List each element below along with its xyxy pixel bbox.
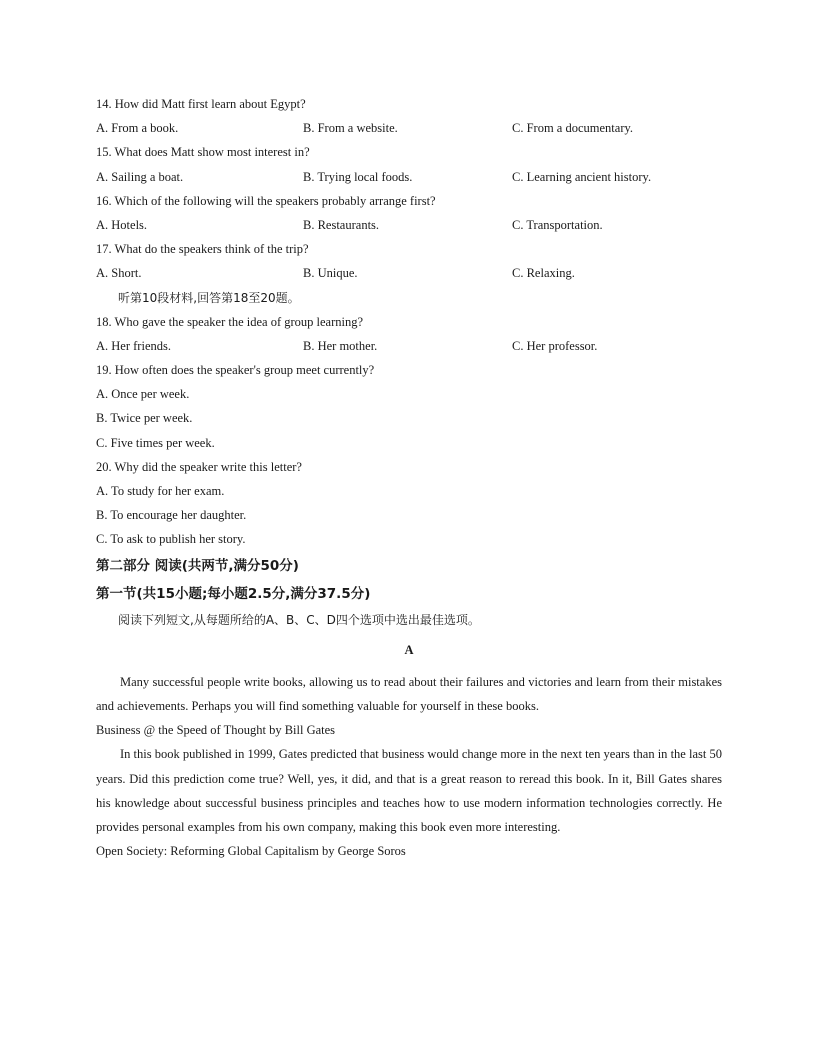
- question-16: [96, 189, 722, 237]
- listening-instruction: 听第10段材料,回答第18至20题。: [118, 290, 300, 305]
- option-a: A. Her friends.: [96, 338, 171, 353]
- exam-page: [96, 92, 722, 863]
- answer-options: [96, 116, 722, 140]
- question-19: [96, 358, 722, 455]
- option-c: C. Her professor.: [512, 338, 598, 353]
- question-14: [96, 92, 722, 140]
- question-text: 18. Who gave the speaker the idea of group learning?: [96, 314, 364, 329]
- intro-paragraph: Many successful people write books, allowing us to read about their failures and victories and learn from their mistakes and achievements. Perhaps you will find something valuable for yourself in these books.: [96, 674, 722, 713]
- gates-paragraph: In this book published in 1999, Gates predicted that business would change more in the next ten years than in the last 50 years. Did this prediction come true? Well, yes, it did, and that is a great reason to reread this book. In it, Bill Gates shares his knowledge about successful business principles and teaches how to use modern information technologies correctly. He provides personal examples from his own company, making this book even more interesting.: [96, 747, 722, 834]
- passage-label: A: [404, 642, 414, 657]
- option-b: B. Unique.: [303, 266, 358, 281]
- reading-instruction: 阅读下列短文,从每题所给的A、B、C、D四个选项中选出最佳选项。: [118, 612, 480, 627]
- option-c: C. Relaxing.: [512, 266, 575, 281]
- question-text: 14. How did Matt first learn about Egypt?: [96, 97, 306, 111]
- section-one-heading: 第一节(共15小题;每小题2.5分,满分37.5分): [96, 585, 371, 602]
- option-b: B. From a website.: [303, 121, 398, 136]
- question-18: [96, 310, 722, 358]
- question-15: [96, 140, 722, 188]
- question-text: 20. Why did the speaker write this letter?: [96, 459, 302, 474]
- answer-options: [96, 165, 722, 189]
- option-a: A. From a book.: [96, 121, 179, 136]
- question-20: [96, 455, 722, 552]
- option-b: B. Twice per week.: [96, 411, 193, 426]
- question-text: 15. What does Matt show most interest in?: [96, 145, 310, 160]
- option-a: A. To study for her exam.: [96, 484, 225, 498]
- answer-options: [96, 334, 722, 358]
- question-17: [96, 237, 722, 285]
- answer-options: [96, 261, 722, 285]
- book-title-gates: Business @ the Speed of Thought by Bill Gates: [96, 723, 336, 738]
- option-c: C. Transportation.: [512, 217, 603, 232]
- option-c: C. Learning ancient history.: [512, 169, 652, 184]
- option-a: A. Sailing a boat.: [96, 169, 184, 184]
- option-a: A. Short.: [96, 266, 142, 281]
- option-b: B. Restaurants.: [303, 217, 380, 232]
- option-b: B. Trying local foods.: [303, 169, 413, 184]
- question-text: 16. Which of the following will the speakers probably arrange first?: [96, 193, 436, 208]
- option-b: B. Her mother.: [303, 338, 378, 353]
- question-text: 19. How often does the speaker's group meet currently?: [96, 363, 375, 378]
- book-title-soros: Open Society: Reforming Global Capitalism by George Soros: [96, 844, 406, 859]
- option-c: C. From a documentary.: [512, 121, 634, 136]
- question-text: 17. What do the speakers think of the trip?: [96, 242, 309, 257]
- option-c: C. To ask to publish her story.: [96, 532, 246, 547]
- part-two-heading: 第二部分 阅读(共两节,满分50分): [96, 557, 299, 574]
- answer-options: [96, 213, 722, 237]
- option-c: C. Five times per week.: [96, 435, 215, 450]
- option-b: B. To encourage her daughter.: [96, 508, 247, 523]
- option-a: A. Once per week.: [96, 387, 190, 402]
- option-a: A. Hotels.: [96, 217, 148, 232]
